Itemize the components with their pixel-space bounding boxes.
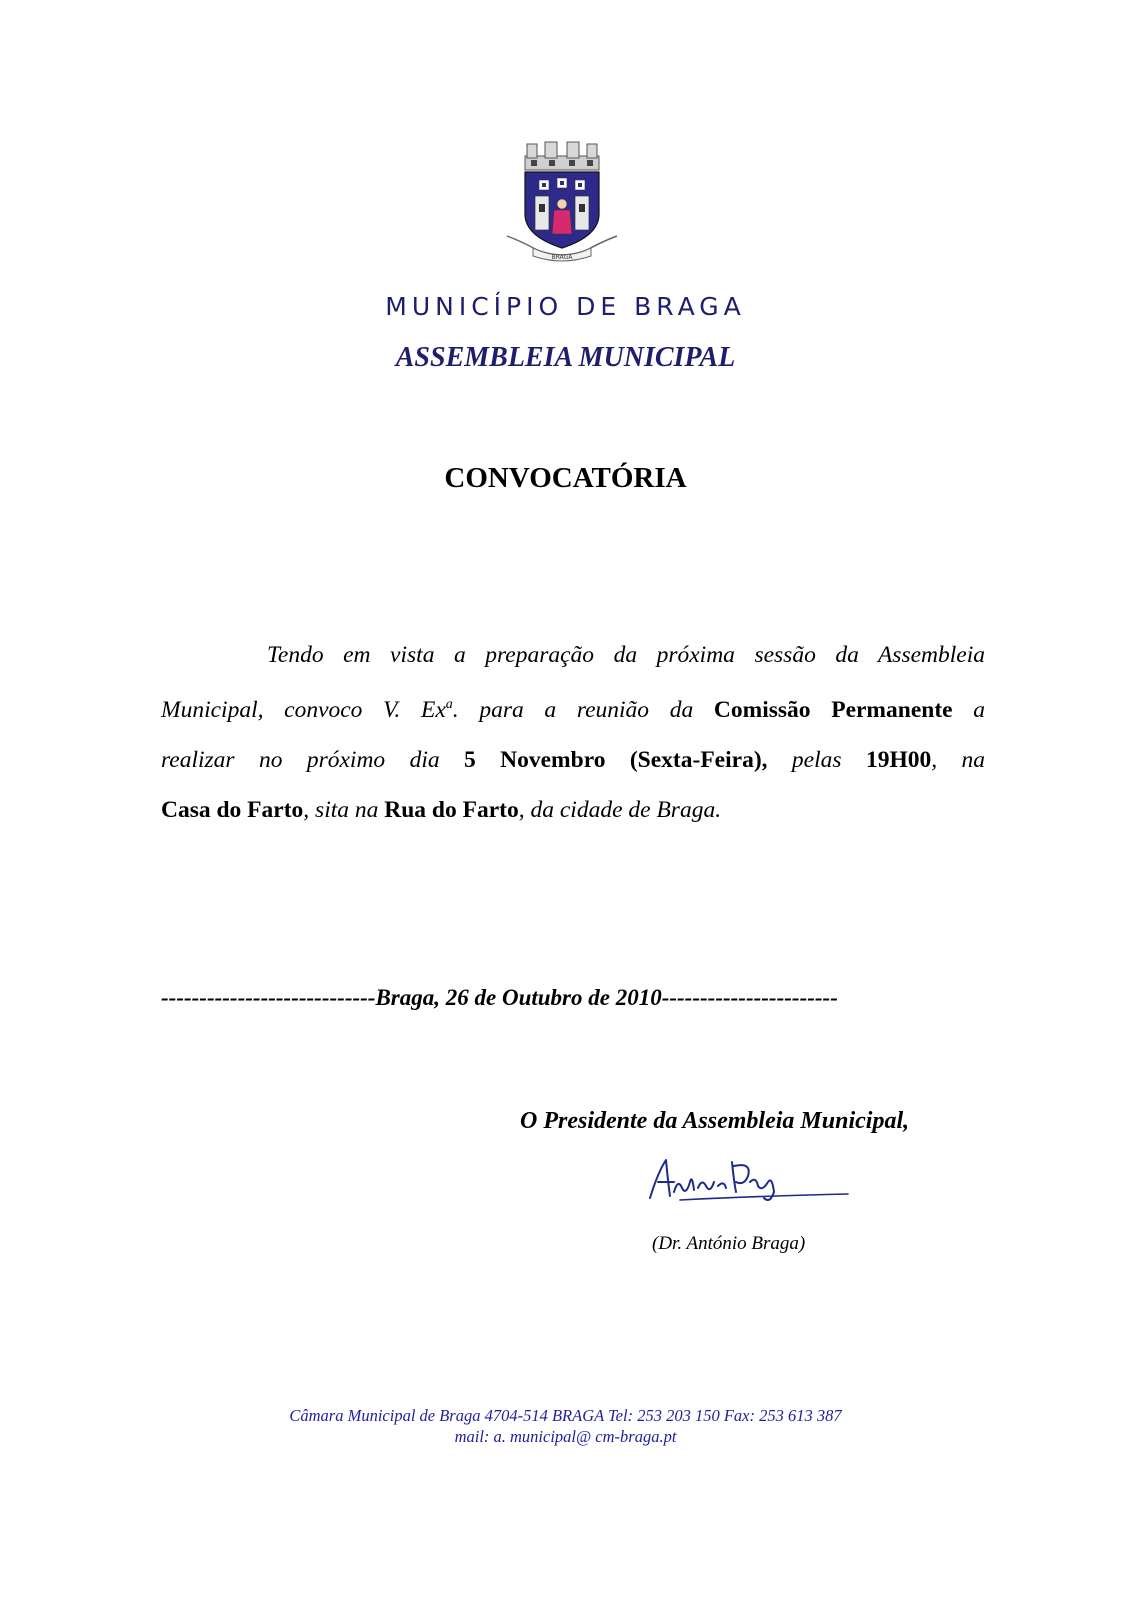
superscript: a — [445, 697, 453, 712]
paragraph-line-1: Tendo em vista a preparação da próxima sessão da Assembleia — [267, 642, 985, 668]
meeting-date: 5 Novembro (Sexta-Feira), — [464, 746, 768, 773]
paragraph-line-3 — [161, 735, 985, 785]
footer — [0, 1405, 1131, 1447]
text-span: a — [952, 696, 986, 723]
text-span: , na — [931, 746, 985, 773]
paragraph-line-4 — [161, 785, 985, 835]
date-line: ----------------------------Braga, 26 de Outubro de 2010----------------------- — [161, 985, 838, 1010]
footer-address: Câmara Municipal de Braga 4704-514 BRAGA Tel: 253 203 150 Fax: 253 613 387 — [289, 1406, 842, 1425]
signatory-title: O Presidente da Assembleia Municipal, — [520, 1108, 910, 1134]
municipality-name: MUNICÍPIO DE BRAGA — [385, 292, 746, 321]
text-span: Municipal, convoco V. Ex — [161, 696, 446, 723]
crest-ribbon-label: BRAGA — [551, 254, 573, 261]
text-span: , da cidade de Braga. — [518, 796, 722, 823]
assembly-name: ASSEMBLEIA MUNICIPAL — [395, 342, 736, 373]
text-span: realizar no próximo dia — [161, 746, 464, 773]
meeting-time: 19H00 — [865, 746, 932, 773]
signatory-name: (Dr. António Braga) — [652, 1233, 806, 1254]
committee-name: Comissão Permanente — [713, 696, 953, 723]
braga-coat-of-arms-icon — [503, 138, 621, 266]
signature-icon — [640, 1152, 860, 1210]
convocation-paragraph — [161, 630, 985, 835]
text-span: pelas — [767, 746, 866, 773]
venue-street: Rua do Farto — [384, 796, 519, 823]
page-title: CONVOCATÓRIA — [444, 462, 687, 494]
venue-name: Casa do Farto — [161, 796, 304, 823]
footer-email: mail: a. municipal@ cm-braga.pt — [454, 1427, 677, 1446]
text-span: . para a reunião da — [452, 696, 714, 723]
text-span: , sita na — [303, 796, 385, 823]
paragraph-line-2 — [161, 680, 985, 735]
